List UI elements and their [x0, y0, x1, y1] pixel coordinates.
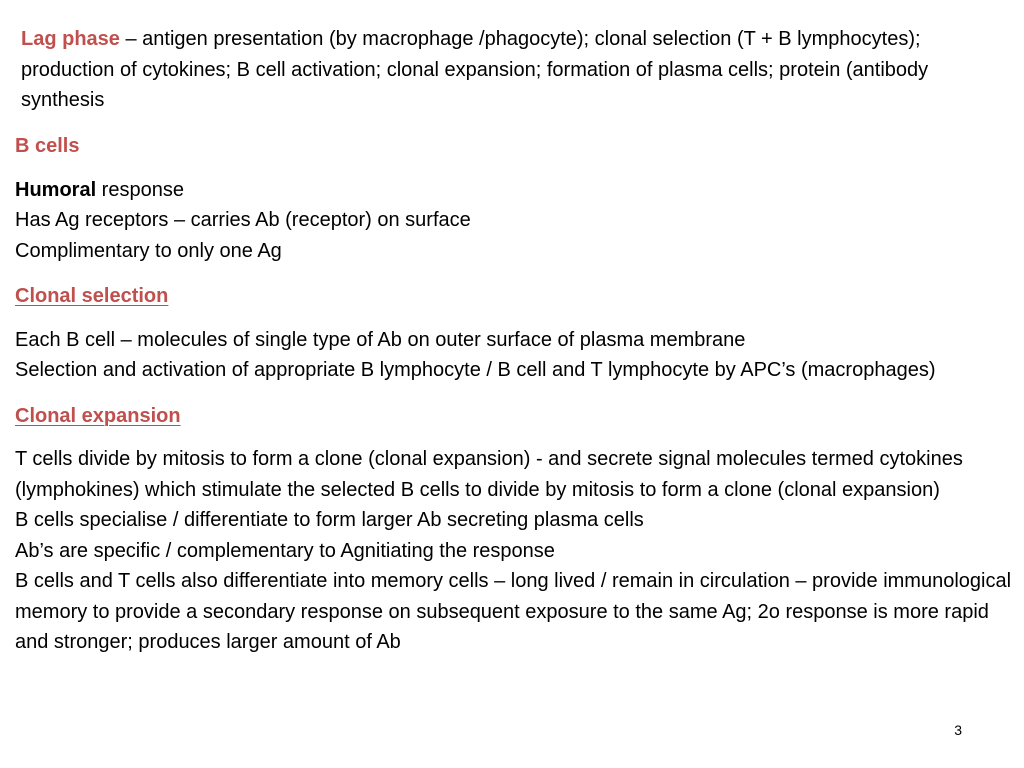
lag-phase-paragraph [21, 24, 1006, 116]
clonal-expansion-line-4: B cells and T cells also differentiate into memory cells – long lived / remain in circulation – provide immunological memory to provide a secondary response on subsequent exposure to the same Ag; 2o response is more rapid and stronger; produces larger amount of Ab [15, 570, 1012, 653]
clonal-expansion-heading: Clonal expansion [15, 404, 181, 427]
humoral-bold: Humoral [15, 178, 97, 201]
clonal-expansion-line-3: Ab’s are specific / complementary to Agnitiating the response [15, 539, 555, 562]
notes-body [15, 131, 1015, 658]
humoral-line [15, 175, 1015, 206]
lag-phase-text: – antigen presentation (by macrophage /phagocyte); clonal selection (T + B lymphocytes); production of cytokines; B cell activation; clonal expansion; formation of plasma cells; protein (antibody synthesis [21, 28, 929, 111]
clonal-expansion-line-2: B cells specialise / differentiate to form larger Ab secreting plasma cells [15, 509, 644, 531]
ag-receptors-line: Has Ag receptors – carries Ab (receptor) on surface [15, 209, 471, 231]
clonal-selection-line-1: Each B cell – molecules of single type of Ab on outer surface of plasma membrane [15, 328, 746, 351]
slide-number: 3 [954, 722, 962, 738]
clonal-selection-line-2: Selection and activation of appropriate B lymphocyte / B cell and T lymphocyte by APC’s (macrophages) [15, 359, 936, 381]
complimentary-line: Complimentary to only one Ag [15, 239, 282, 262]
humoral-rest: response [96, 178, 184, 201]
clonal-expansion-line-1: T cells divide by mitosis to form a clone (clonal expansion) - and secrete signal molecules termed cytokines (lymphokines) which stimulate the selected B cells to divide by mitosis to form a clone (clonal expansion) [15, 448, 963, 501]
lag-phase-label: Lag phase [21, 28, 120, 50]
b-cells-heading: B cells [15, 135, 80, 157]
clonal-selection-heading: Clonal selection [15, 285, 169, 307]
